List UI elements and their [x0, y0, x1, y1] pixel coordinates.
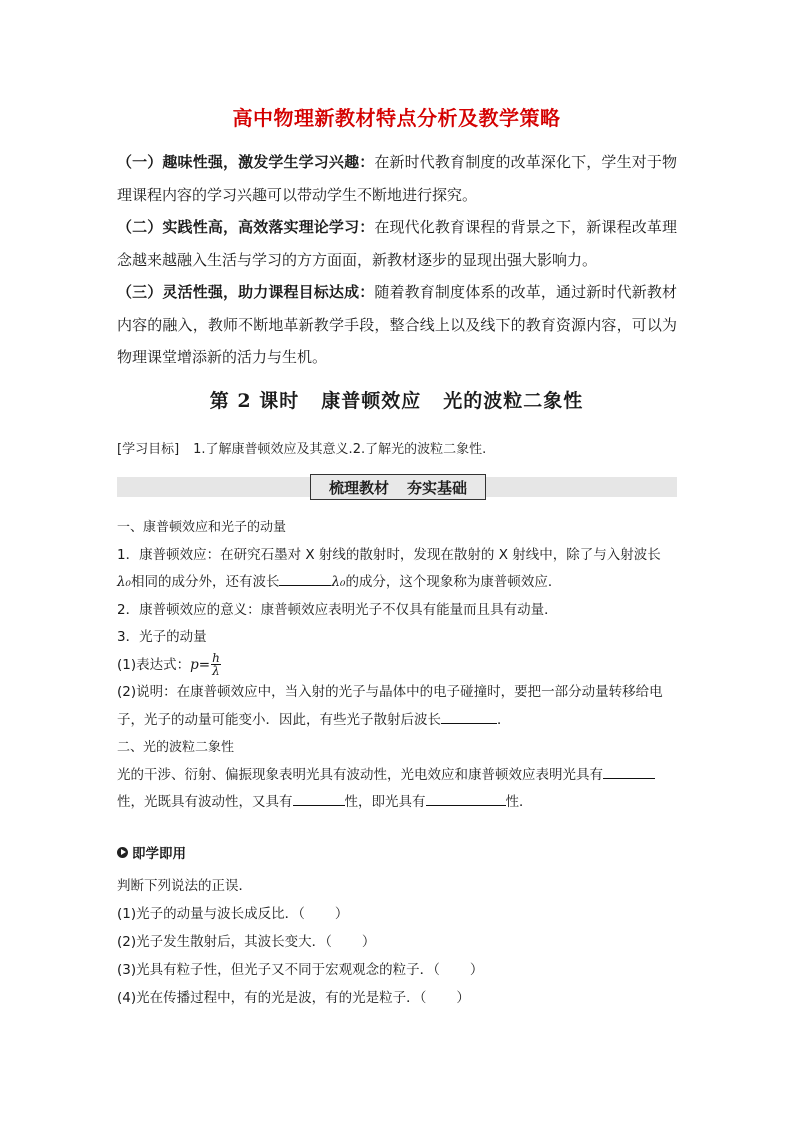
question-2-text: (2)光子发生散射后，其波长变大．（	[117, 934, 332, 950]
question-3-close: ）	[469, 962, 484, 978]
intro-heading-2: （二）实践性高，高效落实理论学习：	[117, 218, 375, 236]
question-item	[117, 956, 677, 984]
fill-blank-2[interactable]	[441, 709, 497, 724]
question-2-close: ）	[361, 934, 376, 950]
questions-prompt: 判断下列说法的正误．	[117, 878, 252, 894]
intro-text-3: 随着教育制度体系的改革，通过新时代新教材内容的融入，教师不断地革新教学手段，整合线上以及线下的教育资源内容，可以为物理课堂增添新的活力与生机。	[117, 283, 677, 366]
lambda-zero: λ₀	[117, 574, 131, 590]
item-2: 2．康普顿效应的意义：康普顿效应表明光子不仅具有能量而且具有动量．	[117, 601, 558, 618]
intro-text-2: 在现代化教育课程的背景之下，新课程改革理念越来越融入生活与学习的方方面面，新教材逐步的显现出强大影响力。	[117, 218, 677, 269]
section-band-label	[310, 474, 486, 500]
lesson-number: 第 2 课时	[209, 390, 300, 412]
play-circle-icon	[117, 847, 128, 858]
intro-text-1: 在新时代教育制度的改革深化下，学生对于物理课程内容的学习兴趣可以带动学生不断地进行探究。	[117, 153, 677, 204]
intro-paragraph-1	[117, 146, 677, 211]
lesson-topic-1: 康普顿效应	[321, 390, 422, 412]
fill-blank-3[interactable]	[603, 764, 655, 779]
apply-heading	[117, 842, 186, 862]
fill-blank-1[interactable]	[279, 571, 331, 586]
apply-label: 即学即用	[132, 846, 186, 862]
note-paragraph	[117, 679, 677, 734]
note-text-b: ．	[497, 711, 511, 728]
band-label-left: 梳理教材	[328, 478, 389, 497]
fill-blank-5[interactable]	[426, 791, 506, 806]
intro-paragraph-3	[117, 276, 677, 374]
lambda-zero-2: λ₀	[331, 574, 346, 590]
section-1-heading: 一、康普顿效应和光子的动量	[117, 520, 287, 535]
item-3: 3．光子的动量	[117, 629, 207, 645]
question-item	[117, 984, 677, 1012]
formula-denominator: λ	[212, 664, 220, 678]
objectives-tag: [学习目标]	[117, 442, 180, 457]
objectives-text: 1.了解康普顿效应及其意义.2.了解光的波粒二象性.	[193, 442, 487, 457]
item-1	[117, 542, 677, 597]
item-1-text-b: 相同的成分外，还有波长	[130, 574, 280, 590]
formula-fraction	[211, 652, 221, 677]
document-title: 高中物理新教材特点分析及教学策略	[232, 106, 561, 130]
item-1-text-c: 的成分，这个现象称为康普顿效应．	[345, 574, 562, 590]
questions-list	[117, 872, 677, 1012]
expression-label: (1)表达式：	[117, 656, 191, 673]
question-4-close: ）	[456, 990, 470, 1006]
lesson-topic-2: 光的波粒二象性	[443, 390, 584, 412]
note-text-a: (2)说明：在康普顿效应中，当入射的光子与晶体中的电子碰撞时，要把一部分动量转移给电子，光子的动量可能变小．因此，有些光子散射后波长	[117, 684, 663, 728]
section-2-text-b: 性，光既具有波动性，又具有	[117, 794, 293, 810]
formula-numerator: h	[212, 651, 220, 665]
intro-heading-3: （三）灵活性强，助力课程目标达成：	[117, 283, 375, 301]
question-1-text: (1)光子的动量与波长成反比．（	[117, 906, 305, 922]
item-1-text-a: 1．康普顿效应：在研究石墨对 X 射线的散射时，发现在散射的 X 射线中，除了与入射波长	[117, 546, 661, 563]
fill-blank-4[interactable]	[293, 791, 345, 806]
learning-objectives	[117, 438, 486, 457]
question-4-text: (4)光在传播过程中，有的光是波，有的光是粒子．（	[117, 990, 427, 1006]
question-item	[117, 928, 677, 956]
intro-heading-1: （一）趣味性强，激发学生学习兴趣：	[117, 153, 375, 171]
expression-line	[117, 652, 677, 680]
intro-section	[117, 146, 677, 374]
lesson-title	[0, 386, 793, 413]
formula-eq: =	[198, 656, 211, 673]
intro-paragraph-2	[117, 211, 677, 276]
section-2-text-c: 性，即光具有	[344, 794, 426, 810]
question-3-text: (3)光具有粒子性，但光子又不同于宏观观念的粒子．（	[117, 962, 440, 978]
section-2-text-d: 性．	[505, 794, 533, 810]
section-2-heading: 二、光的波粒二象性	[117, 740, 235, 755]
question-1-close: ）	[334, 906, 349, 922]
question-item	[117, 900, 677, 928]
section-2-paragraph	[117, 762, 677, 817]
content-body	[117, 514, 677, 817]
formula-p: p	[190, 656, 199, 673]
section-2-text-a: 光的干涉、衍射、偏振现象表明光具有波动性，光电效应和康普顿效应表明光具有	[117, 766, 603, 783]
band-label-right: 夯实基础	[407, 478, 468, 497]
